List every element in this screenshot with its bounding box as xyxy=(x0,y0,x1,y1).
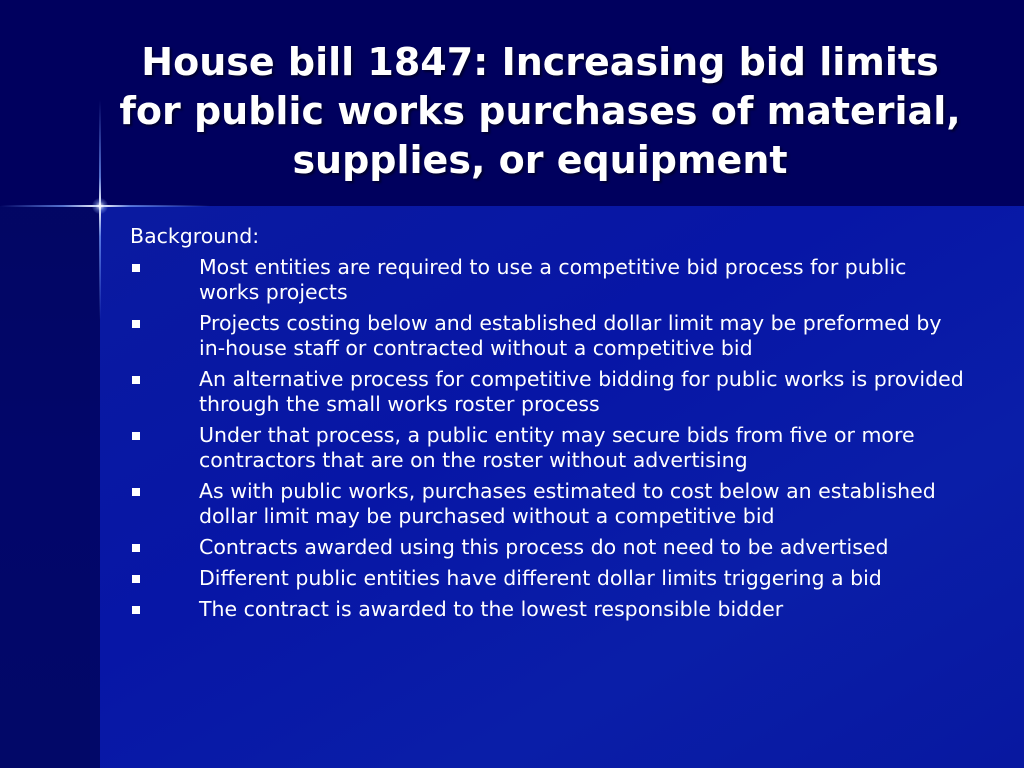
bullet-text: Most entities are required to use a competitive bid process for public works projects xyxy=(199,255,907,304)
bullet-item xyxy=(130,423,970,473)
bullet-item xyxy=(130,597,970,622)
square-bullet-icon xyxy=(132,432,140,440)
square-bullet-icon xyxy=(132,376,140,384)
bullet-text: Contracts awarded using this process do not need to be advertised xyxy=(199,535,889,559)
bullet-item xyxy=(130,255,970,305)
square-bullet-icon xyxy=(132,606,140,614)
sparkle-star-icon xyxy=(92,198,108,214)
bullet-item xyxy=(130,479,970,529)
square-bullet-icon xyxy=(132,488,140,496)
bullet-item xyxy=(130,566,970,591)
square-bullet-icon xyxy=(132,320,140,328)
bullet-text: An alternative process for competitive bidding for public works is provided through the small works roster process xyxy=(199,367,964,416)
background-heading: Background: xyxy=(130,224,260,248)
bullet-item xyxy=(130,311,970,361)
bullet-text: Projects costing below and established dollar limit may be preformed by in-house staff or contracted without a competitive bid xyxy=(199,311,942,360)
bullet-list xyxy=(130,255,970,622)
bullet-text: Different public entities have different dollar limits triggering a bid xyxy=(199,566,882,590)
bullet-item xyxy=(130,535,970,560)
bullet-item xyxy=(130,367,970,417)
slide-body xyxy=(130,224,970,628)
square-bullet-icon xyxy=(132,544,140,552)
bullet-text: Under that process, a public entity may secure bids from five or more contractors that are on the roster without advertising xyxy=(199,423,915,472)
square-bullet-icon xyxy=(132,575,140,583)
slide-title: House bill 1847: Increasing bid limits for public works purchases of material, supplies, or equipment xyxy=(119,40,961,182)
bullet-text: The contract is awarded to the lowest responsible bidder xyxy=(199,597,784,621)
bullet-text: As with public works, purchases estimated to cost below an established dollar limit may be purchased without a competitive bid xyxy=(199,479,936,528)
square-bullet-icon xyxy=(132,264,140,272)
